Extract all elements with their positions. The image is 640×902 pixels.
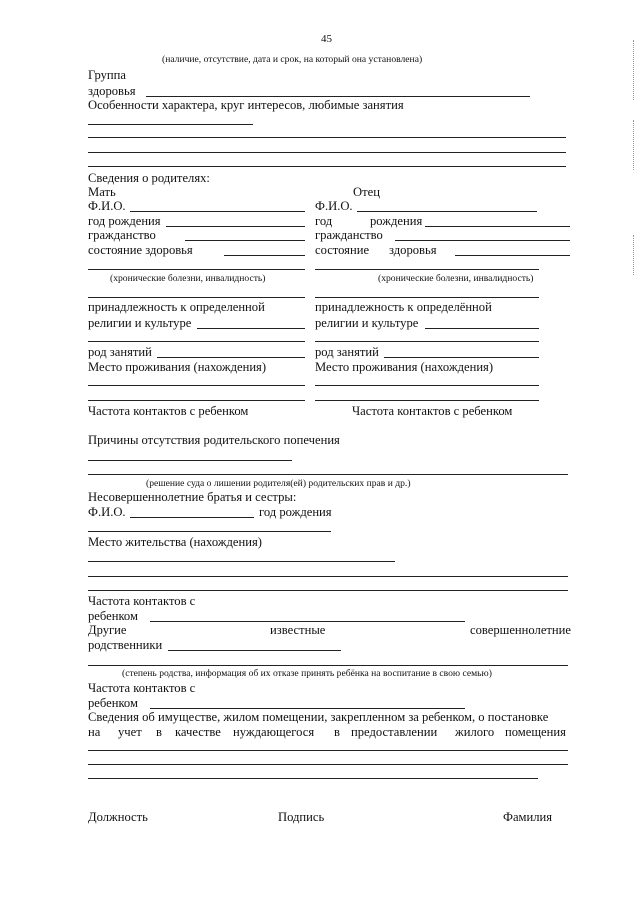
relatives-word-4: родственники xyxy=(88,638,163,652)
property-word-1: на xyxy=(88,725,101,739)
mother-religion-line[interactable] xyxy=(197,328,305,329)
scan-edge-mark xyxy=(633,235,636,275)
siblings-contact-line[interactable] xyxy=(150,621,465,622)
mother-health-line[interactable] xyxy=(224,255,305,256)
property-line-1: Сведения об имуществе, жилом помещении, закрепленном за ребенком, о постановке xyxy=(88,710,549,724)
health-label: здоровья xyxy=(88,84,136,98)
mother-occupation-label: род занятий xyxy=(88,345,152,359)
group-label: Группа xyxy=(88,68,126,82)
mother-label: Мать xyxy=(88,185,116,199)
relatives-word-2: известные xyxy=(270,623,326,637)
father-religion-line[interactable] xyxy=(425,328,539,329)
parents-heading: Сведения о родителях: xyxy=(88,171,210,185)
father-religion-2: религии и культуре xyxy=(315,316,419,330)
character-label: Особенности характера, круг интересов, любимые занятия xyxy=(88,98,404,112)
property-word-5: нуждающегося xyxy=(233,725,315,739)
mother-religion-1: принадлежность к определенной xyxy=(88,300,265,314)
father-residence-line-1[interactable] xyxy=(315,385,539,386)
relatives-line-2[interactable] xyxy=(88,665,568,666)
siblings-birth-label: год рождения xyxy=(259,505,332,519)
mother-contact-label: Частота контактов с ребенком xyxy=(88,404,249,418)
relatives-contact-1: Частота контактов с xyxy=(88,681,196,695)
siblings-fio-line[interactable] xyxy=(130,517,254,518)
footer-position: Должность xyxy=(88,810,148,824)
character-line-2[interactable] xyxy=(88,137,566,138)
property-word-9: помещения xyxy=(505,725,566,739)
relatives-note: (степень родства, информация об их отказе принять ребёнка на воспитание в свою семью) xyxy=(122,668,492,679)
mother-health-label: состояние здоровья xyxy=(88,243,193,257)
mother-health-line-2[interactable] xyxy=(88,269,305,270)
property-line-a[interactable] xyxy=(88,750,568,751)
father-fio-label: Ф.И.О. xyxy=(315,199,353,213)
footer-signature: Подпись xyxy=(278,810,325,824)
father-citizenship-line[interactable] xyxy=(395,240,570,241)
siblings-contact-1: Частота контактов с xyxy=(88,594,196,608)
father-health-line[interactable] xyxy=(455,255,570,256)
father-contact-label: Частота контактов с ребенком xyxy=(352,404,513,418)
mother-occupation-line[interactable] xyxy=(157,357,305,358)
father-occupation-label: род занятий xyxy=(315,345,379,359)
top-note: (наличие, отсутствие, дата и срок, на который она установлена) xyxy=(162,54,423,65)
footer-surname: Фамилия xyxy=(503,810,553,824)
property-word-3: в xyxy=(156,725,162,739)
relatives-word-3: совершеннолетние xyxy=(470,623,571,637)
father-residence-label: Место проживания (нахождения) xyxy=(315,360,494,374)
mother-citizenship-label: гражданство xyxy=(88,228,156,242)
no-care-line-1[interactable] xyxy=(88,460,292,461)
relatives-contact-2: ребенком xyxy=(88,696,138,710)
father-fio-line[interactable] xyxy=(357,211,537,212)
relatives-word-1: Другие xyxy=(88,623,127,637)
siblings-residence-line-2[interactable] xyxy=(88,576,568,577)
character-line-3[interactable] xyxy=(88,152,566,153)
mother-fio-label: Ф.И.О. xyxy=(88,199,126,213)
property-word-2: учет xyxy=(118,725,142,739)
father-zdorovya-label: здоровья xyxy=(389,243,437,257)
father-religion-1: принадлежность к определённой xyxy=(315,300,492,314)
relatives-contact-line[interactable] xyxy=(150,708,465,709)
no-care-label: Причины отсутствия родительского попечения xyxy=(88,433,340,447)
mother-religion-line-0[interactable] xyxy=(88,297,305,298)
mother-residence-line-1[interactable] xyxy=(88,385,305,386)
siblings-residence-label: Место жительства (нахождения) xyxy=(88,535,262,549)
scan-edge-mark xyxy=(633,120,636,170)
mother-residence-line-2[interactable] xyxy=(88,400,305,401)
mother-citizenship-line[interactable] xyxy=(185,240,305,241)
property-word-4: качестве xyxy=(175,725,221,739)
father-rozhdeniya-label: рождения xyxy=(370,214,423,228)
mother-birth-line[interactable] xyxy=(166,226,305,227)
mother-chronic-note: (хронические болезни, инвалидность) xyxy=(110,273,266,284)
siblings-heading: Несовершеннолетние братья и сестры: xyxy=(88,490,297,504)
property-line-c[interactable] xyxy=(88,778,538,779)
siblings-residence-line-3[interactable] xyxy=(88,590,568,591)
property-word-8: жилого xyxy=(455,725,495,739)
no-care-note: (решение суда о лишении родителя(ей) родительских прав и др.) xyxy=(146,478,411,489)
father-chronic-note: (хронические болезни, инвалидность) xyxy=(378,273,534,284)
father-religion-line-2[interactable] xyxy=(315,341,539,342)
property-line-b[interactable] xyxy=(88,764,568,765)
mother-residence-label: Место проживания (нахождения) xyxy=(88,360,267,374)
father-label: Отец xyxy=(353,185,380,199)
scan-edge-mark xyxy=(633,40,636,100)
father-health-line-2[interactable] xyxy=(315,269,539,270)
mother-religion-2: религии и культуре xyxy=(88,316,192,330)
father-birth-line[interactable] xyxy=(425,226,570,227)
father-residence-line-2[interactable] xyxy=(315,400,539,401)
father-religion-line-0[interactable] xyxy=(315,297,539,298)
siblings-line-2[interactable] xyxy=(88,531,331,532)
property-word-6: в xyxy=(334,725,340,739)
character-line-4[interactable] xyxy=(88,166,566,167)
siblings-fio-label: Ф.И.О. xyxy=(88,505,126,519)
mother-religion-line-2[interactable] xyxy=(88,341,305,342)
health-group-line[interactable] xyxy=(146,96,530,97)
character-line-1[interactable] xyxy=(88,124,253,125)
page-number: 45 xyxy=(321,33,332,45)
father-occupation-line[interactable] xyxy=(384,357,539,358)
no-care-line-2[interactable] xyxy=(88,474,568,475)
property-word-7: предоставлении xyxy=(351,725,438,739)
mother-fio-line[interactable] xyxy=(130,211,305,212)
siblings-residence-line-1[interactable] xyxy=(88,561,395,562)
father-god-label: год xyxy=(315,214,333,228)
father-sostoyanie-label: состояние xyxy=(315,243,370,257)
mother-birth-label: год рождения xyxy=(88,214,161,228)
father-citizenship-label: гражданство xyxy=(315,228,383,242)
siblings-contact-2: ребенком xyxy=(88,609,138,623)
relatives-line-1[interactable] xyxy=(168,650,341,651)
